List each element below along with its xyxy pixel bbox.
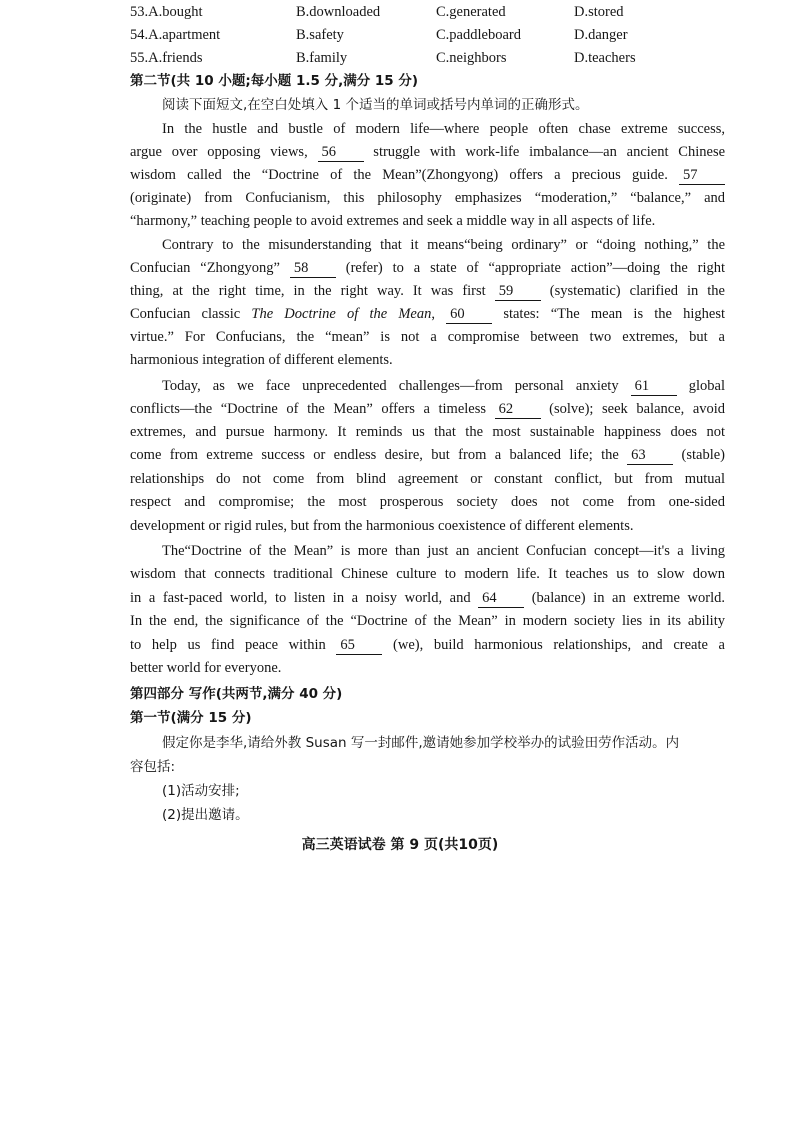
p4-line5: [130, 634, 725, 656]
p4-line4: In the end, the significance of the “Doctrine of the Mean” in modern society lies in its ability: [130, 613, 725, 629]
option-54-a: 54.A.apartment: [130, 27, 221, 43]
p3-line1: [162, 375, 725, 397]
writing-prompt-line1: 假定你是李华,请给外教 Susan 写一封邮件,邀请她参加学校举办的试验田劳作活动。内: [162, 735, 680, 751]
writing-item-1: (1)活动安排;: [162, 783, 240, 799]
option-55-a: 55.A.friends: [130, 50, 203, 66]
section2-instruction: 阅读下面短文,在空白处填入 1 个适当的单词或括号内单词的正确形式。: [162, 97, 589, 113]
option-53-a: 53.A.bought: [130, 4, 203, 20]
option-53-d: D.stored: [574, 4, 624, 20]
p3-line7: development or rigid rules, but from the harmonious coexistence of different elements.: [130, 518, 634, 534]
p3-line2: [130, 398, 725, 420]
p2-line4-c: states: “The mean is the highest: [503, 306, 726, 322]
option-53-b: B.downloaded: [296, 4, 381, 20]
blank-65[interactable]: 65: [336, 636, 382, 655]
p3-line1-a: Today, as we face unprecedented challenges—from personal anxiety: [162, 378, 619, 394]
p3-line4: [130, 444, 725, 466]
p2-line4: [130, 303, 725, 325]
p2-line5: virtue.” For Confucians, the “mean” is not a compromise between two extremes, but a: [130, 329, 725, 345]
p3-line3: extremes, and pursue harmony. It reminds us that the most sustainable happiness does not: [130, 424, 725, 440]
blank-62[interactable]: 62: [495, 400, 541, 419]
p2-line3: [130, 280, 725, 302]
part4-section1-heading: 第一节(满分 15 分): [130, 710, 252, 726]
writing-prompt-line2: 容包括:: [130, 759, 176, 775]
blank-58[interactable]: 58: [290, 259, 336, 278]
option-55-c: C.neighbors: [436, 50, 507, 66]
blank-63[interactable]: 63: [627, 446, 673, 465]
p4-line6: better world for everyone.: [130, 660, 282, 676]
p1-line3-a: wisdom called the “Doctrine of the Mean”(Zhongyong) offers a precious guide.: [130, 167, 668, 183]
p4-line2: wisdom that connects traditional Chinese culture to modern life. It teaches us to slow down: [130, 566, 725, 582]
p4-line1: The“Doctrine of the Mean” is more than just an ancient Confucian concept—it's a living: [162, 543, 725, 559]
p1-line2-b: struggle with work-life imbalance—an ancient Chinese: [373, 144, 726, 160]
option-54-b: B.safety: [296, 27, 344, 43]
p1-line4: (originate) from Confucianism, this philosophy emphasizes “moderation,” “balance,” and: [130, 190, 725, 206]
p1-line5: “harmony,” teaching people to avoid extremes and seek a middle way in all aspects of life.: [130, 213, 656, 229]
p2-line3-b: (systematic) clarified in the: [549, 283, 725, 299]
p1-line3: [130, 164, 725, 186]
p3-line4-a: come from extreme success or endless desire, but from a balanced life; the: [130, 447, 619, 463]
page-footer: 高三英语试卷 第 9 页(共10页): [301, 837, 499, 853]
p2-line4-a: Confucian classic: [130, 306, 241, 322]
blank-59[interactable]: 59: [495, 282, 541, 301]
p2-line3-a: thing, at the right time, in the right way. It was first: [130, 283, 486, 299]
blank-56[interactable]: 56: [318, 143, 364, 162]
blank-60[interactable]: 60: [446, 305, 492, 324]
p1-line2-a: argue over opposing views,: [130, 144, 308, 160]
blank-57[interactable]: 57: [679, 166, 725, 185]
option-53-c: C.generated: [436, 4, 506, 20]
blank-61[interactable]: 61: [631, 377, 677, 396]
option-54-c: C.paddleboard: [436, 27, 521, 43]
option-54-d: D.danger: [574, 27, 628, 43]
section2-heading: 第二节(共 10 小题;每小题 1.5 分,满分 15 分): [130, 73, 419, 89]
p2-line2-a: Confucian “Zhongyong”: [130, 260, 280, 276]
option-55-d: D.teachers: [574, 50, 636, 66]
p2-line1: Contrary to the misunderstanding that it means“being ordinary” or “doing nothing,” the: [162, 237, 725, 253]
p2-line4-comma: ,: [431, 306, 435, 322]
p3-line5: relationships do not come from blind agreement or constant conflict, but from mutual: [130, 471, 725, 487]
p2-line6: harmonious integration of different elements.: [130, 352, 393, 368]
p4-line3-b: (balance) in an extreme world.: [531, 590, 725, 606]
p1-line1: In the hustle and bustle of modern life—where people often chase extreme success,: [162, 121, 725, 137]
p4-line5-b: (we), build harmonious relationships, and create a: [393, 637, 725, 653]
p2-line2: [130, 257, 725, 279]
p4-line5-a: to help us find peace within: [130, 637, 326, 653]
p4-line3: [130, 587, 725, 609]
book-title: The Doctrine of the Mean: [251, 306, 432, 322]
p3-line1-b: global: [688, 378, 725, 394]
part4-heading: 第四部分 写作(共两节,满分 40 分): [130, 686, 343, 702]
p3-line6: respect and compromise; the most prosperous society does not come from one-sided: [130, 494, 725, 510]
p1-line2: [130, 141, 725, 163]
p4-line3-a: in a fast-paced world, to listen in a noisy world, and: [130, 590, 471, 606]
p2-line2-b: (refer) to a state of “appropriate action”—doing the right: [345, 260, 726, 276]
p3-line4-b: (stable): [681, 447, 726, 463]
p3-line2-b: (solve); seek balance, avoid: [549, 401, 726, 417]
blank-64[interactable]: 64: [478, 589, 524, 608]
writing-item-2: (2)提出邀请。: [162, 807, 249, 823]
p3-line2-a: conflicts—the “Doctrine of the Mean” offers a timeless: [130, 401, 487, 417]
option-55-b: B.family: [296, 50, 348, 66]
